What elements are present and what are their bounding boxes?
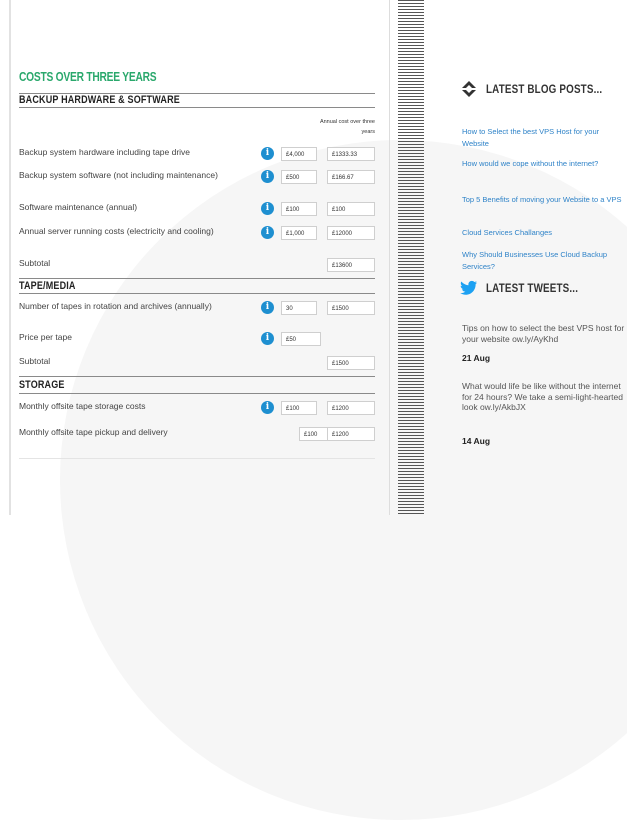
- subtotal-field: £1500: [327, 356, 375, 370]
- tapes-count-input[interactable]: 30: [281, 301, 317, 315]
- blog-diamond-icon: [460, 80, 478, 98]
- annual-cost-input[interactable]: £100: [281, 202, 317, 216]
- blog-heading: [460, 80, 627, 98]
- info-icon[interactable]: i: [261, 401, 274, 414]
- row-label: Monthly offsite tape pickup and delivery: [19, 427, 168, 437]
- info-icon[interactable]: i: [261, 202, 274, 215]
- annual-cost-input[interactable]: £1,000: [281, 226, 317, 240]
- annual-cost-input[interactable]: £100: [281, 401, 317, 415]
- info-icon[interactable]: i: [261, 332, 274, 345]
- tweet-text[interactable]: What would life be like without the internet for 24 hours? We take a semi-light-hearted look ow.ly/AkbJX: [462, 381, 623, 412]
- cost-calculator: [19, 0, 377, 515]
- blog-link[interactable]: Top 5 Benefits of moving your Website to a VPS: [462, 195, 622, 204]
- three-year-cost-field: £1200: [327, 427, 375, 441]
- divider: [19, 93, 375, 94]
- three-year-cost-field: £166.67: [327, 170, 375, 184]
- row-label: Annual server running costs (electricity and cooling): [19, 226, 214, 236]
- row-label: Subtotal: [19, 258, 51, 268]
- row-label: Backup system hardware including tape drive: [19, 147, 191, 157]
- tweets-heading: [460, 280, 598, 296]
- section-title: COSTS OVER THREE YEARS: [19, 70, 157, 84]
- row-label: Software maintenance (annual): [19, 202, 138, 212]
- price-per-tape-input[interactable]: £50: [281, 332, 321, 346]
- info-icon[interactable]: i: [261, 170, 274, 183]
- blog-link[interactable]: How would we cope without the internet?: [462, 159, 599, 168]
- twitter-bird-icon: [460, 280, 478, 296]
- row-label: Subtotal: [19, 356, 51, 366]
- divider: [19, 107, 375, 108]
- annual-cost-input[interactable]: £100: [299, 427, 339, 441]
- subtotal-field: £13600: [327, 258, 375, 272]
- group-title-hardware: BACKUP HARDWARE & SOFTWARE: [19, 94, 180, 106]
- info-icon[interactable]: i: [261, 226, 274, 239]
- three-year-cost-field: £1500: [327, 301, 375, 315]
- group-title-storage: STORAGE: [19, 379, 65, 391]
- notebook-edge: [389, 0, 390, 515]
- annual-cost-input[interactable]: £4,000: [281, 147, 317, 161]
- divider: [19, 278, 375, 279]
- three-year-cost-field: £12000: [327, 226, 375, 240]
- notebook-binding: [398, 0, 424, 515]
- info-icon[interactable]: i: [261, 301, 274, 314]
- row-label: Price per tape: [19, 332, 72, 342]
- divider: [19, 376, 375, 377]
- sidebar: [460, 0, 627, 515]
- annual-cost-input[interactable]: £500: [281, 170, 317, 184]
- group-title-tape-media: TAPE/MEDIA: [19, 280, 76, 292]
- column-header: Annual cost over three years: [319, 119, 375, 135]
- three-year-cost-field: £100: [327, 202, 375, 216]
- info-icon[interactable]: i: [261, 147, 274, 160]
- divider: [19, 458, 375, 459]
- blog-link[interactable]: Cloud Services Challanges: [462, 228, 553, 237]
- left-border: [9, 0, 11, 515]
- blog-link[interactable]: Why Should Businesses Use Cloud Backup Services?: [462, 250, 608, 271]
- tweet-date: 21 Aug: [462, 353, 491, 363]
- row-label: Backup system software (not including maintenance): [19, 170, 218, 180]
- row-label: Number of tapes in rotation and archives (annually): [19, 301, 212, 311]
- tweet-date: 14 Aug: [462, 436, 491, 446]
- tweets-heading-text: LATEST TWEETS...: [486, 281, 579, 295]
- row-label: Monthly offsite tape storage costs: [19, 401, 146, 411]
- tweet-text[interactable]: Tips on how to select the best VPS host for your website ow.ly/AyKhd: [462, 323, 625, 344]
- three-year-cost-field: £1333.33: [327, 147, 375, 161]
- blog-heading-text: LATEST BLOG POSTS...: [486, 82, 603, 96]
- divider: [19, 293, 375, 294]
- divider: [19, 393, 375, 394]
- three-year-cost-field: £1200: [327, 401, 375, 415]
- blog-link[interactable]: How to Select the best VPS Host for your Website: [462, 127, 600, 148]
